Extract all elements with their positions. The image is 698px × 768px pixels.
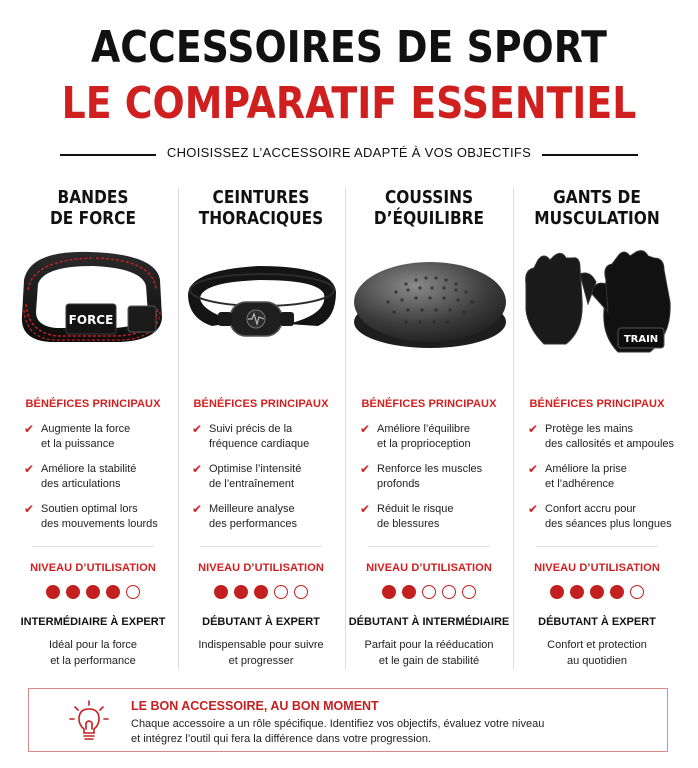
level-dot-filled [46,585,60,599]
section-separator [536,546,658,547]
check-icon: ✔ [360,422,371,436]
column-description: Indispensable pour suivre et progresser [198,639,324,667]
tip-text: Chaque accessoire a un rôle spécifique. Identifiez vos objectifs, évaluez votre niveau et intégrez l’outil qui fera la différence dans votre progression. [131,718,545,745]
tagline-rule-left [60,154,156,156]
check-icon: ✔ [192,422,203,436]
check-icon: ✔ [528,502,539,516]
level-label: NIVEAU D’UTILISATION [366,562,492,574]
benefit-item: ✔ Augmente la force et la puissance [24,422,131,450]
level-text: DÉBUTANT À EXPERT [538,616,656,628]
level-dot-filled [382,585,396,599]
level-dot-empty [442,585,456,599]
benefits-list [192,422,344,542]
column-title [356,188,502,230]
level-dot-filled [570,585,584,599]
glove-label: TRAIN [623,334,659,345]
benefits-label: BÉNÉFICES PRINCIPAUX [529,398,665,410]
benefit-item: ✔ Améliore la stabilité des articulations [24,462,137,490]
level-text: INTERMÉDIAIRE À EXPERT [20,616,166,628]
column-title-line2: D’ÉQUILIBRE [373,209,485,229]
level-text: DÉBUTANT À INTERMÉDIAIRE [348,616,510,628]
check-icon: ✔ [192,502,203,516]
level-dot-empty [126,585,140,599]
level-dot-empty [274,585,288,599]
check-icon: ✔ [24,462,35,476]
main-title: ACCESSOIRES DE SPORT [90,22,607,73]
level-dot-filled [590,585,604,599]
column-bandes-de-force [10,182,176,672]
level-rating [10,585,176,604]
benefit-item: ✔ Suivi précis de la fréquence cardiaque [192,422,310,450]
check-icon: ✔ [192,462,203,476]
benefit-item: ✔ Réduit le risque de blessures [360,502,454,530]
check-icon: ✔ [360,462,371,476]
benefit-item: ✔ Soutien optimal lors des mouvements lourds [24,502,158,530]
column-title [20,188,166,230]
benefit-item: ✔ Améliore la prise et l’adhérence [528,462,627,490]
column-title [524,188,670,230]
column-ceintures-thoraciques [178,182,344,672]
check-icon: ✔ [24,422,35,436]
tip-box [28,688,668,752]
tagline-row [0,144,698,164]
level-dot-empty [422,585,436,599]
level-rating [514,585,680,604]
benefits-label: BÉNÉFICES PRINCIPAUX [193,398,329,410]
check-icon: ✔ [528,462,539,476]
level-label: NIVEAU D’UTILISATION [198,562,324,574]
level-rating [178,585,344,604]
level-dot-filled [214,585,228,599]
benefit-item: ✔ Protège les mains des callosités et ampoules [528,422,675,450]
benefits-label: BÉNÉFICES PRINCIPAUX [25,398,161,410]
benefits-list [24,422,176,542]
section-separator [368,546,490,547]
main-subtitle-red: LE COMPARATIF ESSENTIEL [61,78,637,129]
balance-cushion-image [346,240,512,360]
benefit-item: ✔ Confort accru pour des séances plus longues [528,502,672,530]
check-icon: ✔ [528,422,539,436]
benefits-label: BÉNÉFICES PRINCIPAUX [361,398,497,410]
column-title-line1: COUSSINS [384,188,474,208]
column-gants-musculation [514,182,680,672]
tagline: CHOISISSEZ L’ACCESSOIRE ADAPTÉ À VOS OBJECTIFS [166,145,532,160]
column-title-line1: CEINTURES [212,188,310,208]
column-coussins-equilibre [346,182,512,672]
benefits-list [360,422,512,542]
benefit-item: ✔ Optimise l’intensité de l’entraînement [192,462,302,490]
level-dot-filled [234,585,248,599]
level-label: NIVEAU D’UTILISATION [534,562,660,574]
check-icon: ✔ [24,502,35,516]
gloves-image [514,240,680,360]
level-dot-filled [254,585,268,599]
level-rating [346,585,512,604]
level-dot-filled [550,585,564,599]
section-separator [32,546,154,547]
level-dot-empty [462,585,476,599]
benefit-item: ✔ Renforce les muscles profonds [360,462,483,490]
tagline-rule-right [542,154,638,156]
section-separator [200,546,322,547]
resistance-band-image [10,240,176,360]
column-description: Confort et protection au quotidien [547,639,647,667]
column-description: Parfait pour la rééducation et le gain de stabilité [364,639,494,667]
benefit-item: ✔ Améliore l’équilibre et la proprioception [360,422,471,450]
level-dot-empty [294,585,308,599]
level-text: DÉBUTANT À EXPERT [202,616,320,628]
tip-title: LE BON ACCESSOIRE, AU BON MOMENT [131,699,379,713]
lightbulb-icon [69,699,109,743]
column-title-line2: THORACIQUES [198,209,324,229]
column-title-line1: BANDES [57,188,129,208]
level-dot-filled [402,585,416,599]
column-title [188,188,334,230]
level-dot-empty [630,585,644,599]
benefit-item: ✔ Meilleure analyse des performances [192,502,298,530]
column-title-line2: MUSCULATION [534,209,660,229]
level-label: NIVEAU D’UTILISATION [30,562,156,574]
chest-strap-image [178,240,344,360]
column-title-line2: DE FORCE [50,209,136,229]
column-title-line1: GANTS DE [553,188,641,208]
level-dot-filled [66,585,80,599]
level-dot-filled [86,585,100,599]
level-dot-filled [106,585,120,599]
level-dot-filled [610,585,624,599]
benefits-list [528,422,680,542]
column-description: Idéal pour la force et la performance [48,639,138,667]
check-icon: ✔ [360,502,371,516]
band-label: FORCE [68,313,114,327]
